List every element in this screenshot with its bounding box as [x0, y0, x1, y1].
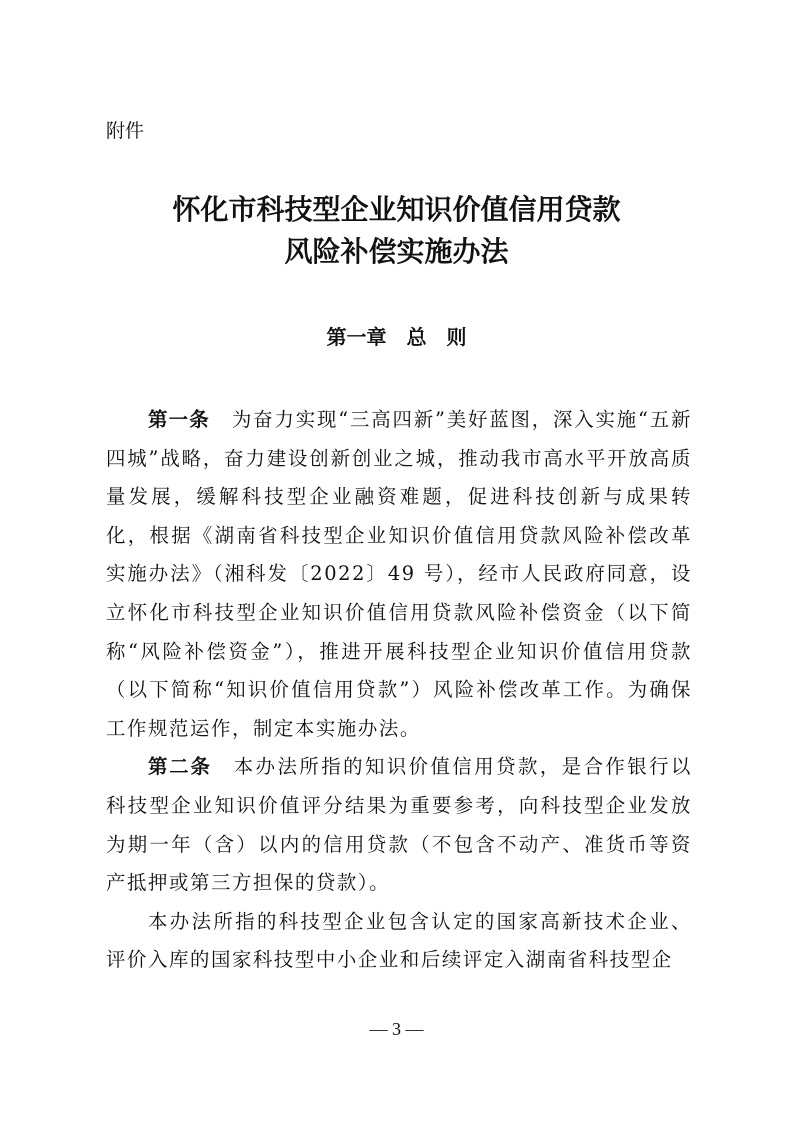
article-1-text: 为奋力实现“三高四新”美好蓝图，深入实施“五新四城”战略，奋力建设创新创业之城，推动我市高水平开放高质量发展，缓解科技型企业融资难题，促进科技创新与成果转化，根据《湖南省科技型企业知识价值信用贷款风险补偿改革实施办法》（湘科发〔2022〕49 号），经市人民政府同意，设立怀化市科技型企业知识价值信用贷款风险补偿资金（以下简称“风险补偿资金”），推进开展科技型企业知识价值信用贷款（以下简称“知识价值信用贷款”）风险补偿改革工作。为确保工作规范运作，制定本实施办法。 — [106, 408, 692, 740]
attachment-label: 附件 — [106, 120, 145, 142]
chapter-heading — [0, 321, 793, 353]
document-title-line-2: 风险补偿实施办法 — [284, 235, 509, 268]
chapter-name: 总 则 — [406, 325, 467, 349]
chapter-number: 第一章 — [326, 325, 387, 349]
document-body — [106, 401, 692, 980]
article-2-heading: 第二条 — [148, 755, 212, 779]
document-title-line-1: 怀化市科技型企业知识价值信用贷款 — [172, 193, 621, 226]
article-1 — [106, 401, 692, 748]
paragraph-3: 本办法所指的科技型企业包含认定的国家高新技术企业、评价入库的国家科技型中小企业和后续评定入湖南省科技型企 — [106, 909, 692, 972]
article-2-text: 本办法所指的知识价值信用贷款，是合作银行以科技型企业知识价值评分结果为重要参考，向科技型企业发放为期一年（含）以内的信用贷款（不包含不动产、准货币等资产抵押或第三方担保的贷款）。 — [106, 755, 693, 895]
page-number: — 3 — — [369, 1019, 424, 1039]
article-1-heading: 第一条 — [148, 408, 210, 431]
article-2 — [106, 748, 692, 902]
